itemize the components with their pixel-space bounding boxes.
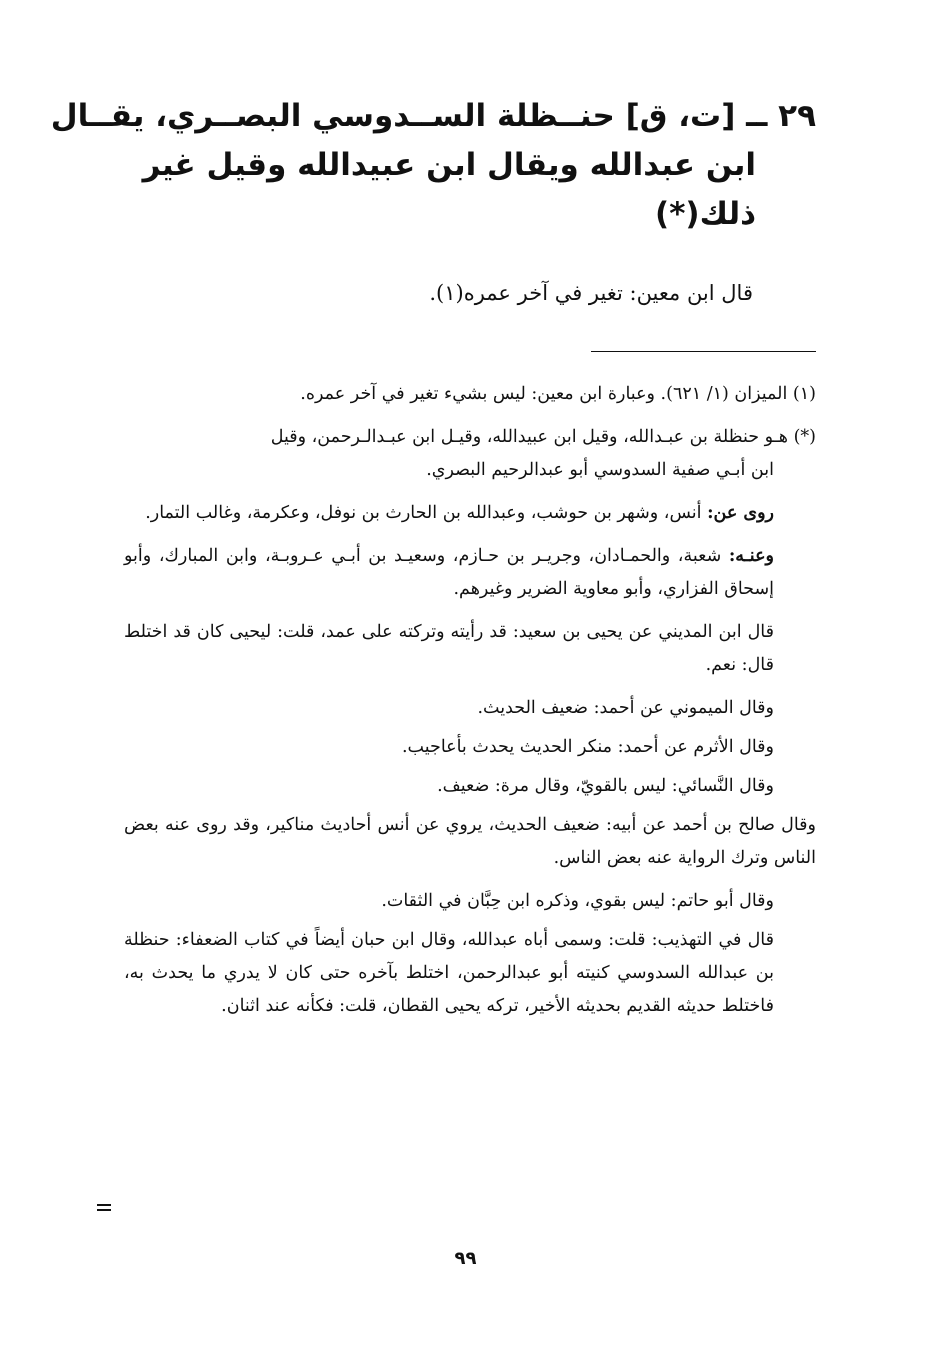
heading-line-1: ٢٩ ــ [ت، ق] حنــظلة الســدوسي البصــري، يقــال (50, 98, 816, 134)
riwaya-text: أنس، وشهر بن حوشب، وعبدالله بن الحارث بن نوفل، وعكرمة، وغالب التمار. (145, 503, 702, 523)
paragraph-nasai: وقال النَّسائي: ليس بالقويّ، وقال مرة: ضعيف. (437, 776, 774, 796)
riwaya-paragraph (124, 497, 816, 530)
footnote-1: (١) الميزان (١/ ٦٢١). وعبارة ابن معين: ليس بشيء تغير في آخر عمره. (300, 384, 816, 404)
entry-intro: قال ابن معين: تغير في آخر عمره(١). (429, 281, 753, 305)
anhu-paragraph (124, 540, 816, 606)
paragraph-abu-hatim: وقال أبو حاتم: ليس بقوي، وذكره ابن حِبَّان في الثقات. (381, 891, 774, 911)
footnote-star-line-2: ابن أبـي صفية السدوسي أبو عبدالرحيم البصري. (426, 460, 774, 480)
riwaya-label: روى عن: (707, 503, 774, 523)
paragraph-athram: وقال الأثرم عن أحمد: منكر الحديث يحدث بأعاجيب. (401, 737, 774, 757)
anhu-label: وعنـه: (728, 546, 774, 566)
paragraph-salih: وقال صالح بن أحمد عن أبيه: ضعيف الحديث، يروي عن أنس أحاديث مناكير، وقد روى عنه بعض الناس وترك الرواية عنه بعض الناس. (124, 815, 816, 868)
continuation-mark (97, 1204, 111, 1206)
heading-line-3: ذلك(*) (655, 196, 756, 232)
paragraph-madini: قال ابن المديني عن يحيى بن سعيد: قد رأيته وتركته على عمد، قلت: ليحيى كان قد اختلط قال: نعم. (124, 622, 774, 675)
footnote-divider (591, 351, 816, 352)
page-number: ٩٩ (454, 1248, 477, 1269)
footnote-star-line-1: (*) هـو حنظلة بن عبـدالله، وقيل ابن عبيدالله، وقيـل ابن عبـدالـرحمن، وقيل (270, 427, 816, 447)
heading-line-2: ابن عبدالله ويقال ابن عبيدالله وقيل غير (142, 147, 756, 183)
paragraph-maymuni: وقال الميموني عن أحمد: ضعيف الحديث. (477, 698, 774, 718)
footnote-star (124, 421, 816, 487)
entry-heading (50, 92, 816, 239)
footnotes (124, 378, 816, 1033)
paragraph-tahdhib: قال في التهذيب: قلت: وسمى أباه عبدالله، وقال ابن حبان أيضاً في كتاب الضعفاء: حنظلة بن عبدالله السدوسي كنيته أبو عبدالرحمن، اختلط بآخره حتى كان لا يدري ما يحدث به، فاختلط حديثه القديم بحديثه الأخير، تركه يحيى القطان، قلت: فكأنه عند اثنان. (124, 930, 774, 1016)
anhu-text: شعبة، والحمـادان، وجريـر بن حـازم، وسعيـد بن أبـي عـروبـة، وابن المبارك، وأبو إسحاق الفزاري، وأبو معاوية الضرير وغيرهم. (124, 546, 774, 599)
